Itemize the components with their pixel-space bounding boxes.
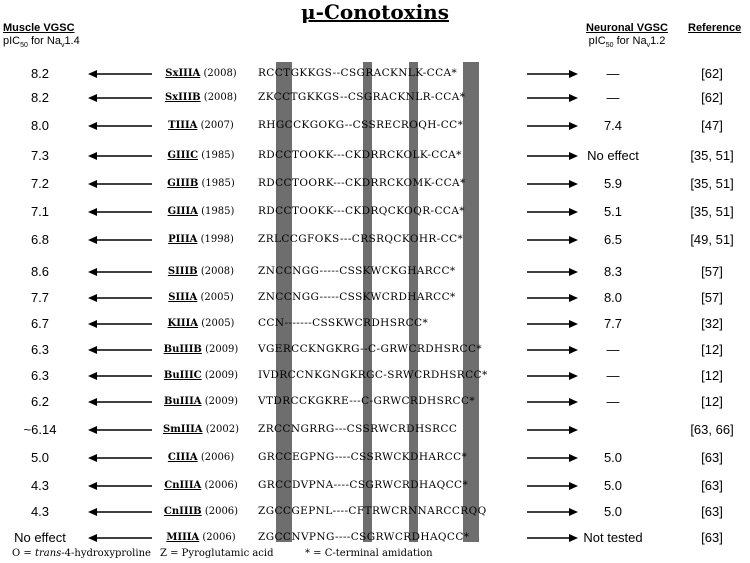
left-arrow-head <box>88 236 97 244</box>
muscle-vgsc-title: Muscle VGSC <box>3 22 75 34</box>
right-arrow-head <box>569 294 578 302</box>
right-arrow-head <box>569 236 578 244</box>
right-arrow-head <box>569 534 578 542</box>
muscle-pic50-value: 7.1 <box>30 204 50 219</box>
neuronal-pic50-value: 5.0 <box>603 504 623 519</box>
toxin-sequence: IVDRCCNKGNGKRGC-SRWCRDHSRCC* <box>258 369 488 381</box>
neuronal-pic50-value: — <box>606 90 620 105</box>
right-arrow-head <box>569 426 578 434</box>
toxin-year: (2009) <box>204 370 239 381</box>
reference-value: [47] <box>701 118 723 133</box>
muscle-pic50-value: 8.0 <box>30 118 50 133</box>
muscle-pic50-value: 4.3 <box>30 504 50 519</box>
muscle-pic50-value: 7.3 <box>30 148 50 163</box>
neuronal-pic50-value: Not tested <box>583 530 643 545</box>
neuronal-pic50-value: 7.7 <box>603 316 623 331</box>
left-arrow-head <box>88 268 97 276</box>
toxin-sequence: ZNCCNGG-----CSSKWCKGHARCC* <box>258 265 456 277</box>
right-arrow-head <box>569 180 578 188</box>
reference-value: [63] <box>701 478 723 493</box>
right-arrow-head <box>569 122 578 130</box>
reference-value: [62] <box>701 66 723 81</box>
left-arrow-head <box>88 534 97 542</box>
toxin-id: GIIIA <box>167 206 198 217</box>
toxin-year: (2006) <box>202 532 236 543</box>
right-arrow-head <box>569 454 578 462</box>
toxin-id: BuIIIA <box>164 396 202 407</box>
left-arrow-head <box>88 508 97 516</box>
toxin-year: (1985) <box>201 206 235 217</box>
muscle-pic50-value: 6.7 <box>30 316 50 331</box>
toxin-sequence: ZGCCGEPNL----CFTRWCRNNARCCRQQ <box>258 505 487 517</box>
toxin-year: (2008) <box>200 266 235 277</box>
footer-star-legend: * = C-terminal amidation <box>305 548 433 559</box>
toxin-sequence: RDCCTOORK---CKDRRCKOMK-CCA* <box>258 177 466 189</box>
toxin-year: (2006) <box>204 480 238 491</box>
left-arrow-head <box>88 426 97 434</box>
reference-value: [35, 51] <box>690 204 734 219</box>
left-arrow-head <box>88 372 97 380</box>
toxin-id: GIIIB <box>167 178 199 189</box>
reference-value: [32] <box>701 316 723 331</box>
reference-value: [12] <box>701 394 723 409</box>
left-arrow-head <box>88 346 97 354</box>
reference-header: Reference <box>688 22 742 34</box>
neuronal-vgsc-title: Neuronal VGSC <box>586 22 668 34</box>
left-arrow-head <box>88 294 97 302</box>
toxin-sequence: RDCCTOOKK---CKDRQCKOQR-CCA* <box>258 205 465 217</box>
toxin-sequence: GRCCEGPNG----CSSRWCKDHARCC* <box>258 451 468 463</box>
left-arrow-head <box>88 94 97 102</box>
toxin-id: CnIIIB <box>163 506 202 517</box>
muscle-pic50-value: 5.0 <box>30 450 50 465</box>
right-arrow-head <box>569 482 578 490</box>
muscle-pic50-value: 8.2 <box>30 90 50 105</box>
reference-value: [12] <box>701 342 723 357</box>
reference-value: [35, 51] <box>690 176 734 191</box>
muscle-pic50-value: ~6.14 <box>23 422 57 437</box>
muscle-pic-label: pIC$_{50}$ for $Na_v1.4$ <box>3 35 80 50</box>
neuronal-pic50-value: 6.5 <box>603 232 623 247</box>
right-arrow-head <box>569 70 578 78</box>
muscle-pic50-value: 8.2 <box>30 66 50 81</box>
reference-value: [63] <box>701 504 723 519</box>
toxin-id: KIIIA <box>167 318 199 329</box>
toxin-id: CIIIA <box>167 452 198 463</box>
right-arrow-head <box>569 268 578 276</box>
toxin-sequence: ZRCCNGRRG---CSSRWCRDHSRCC <box>258 423 458 435</box>
left-arrow-head <box>88 70 97 78</box>
toxin-year: (2008) <box>203 92 238 103</box>
reference-value: [12] <box>701 368 723 383</box>
toxin-year: (2002) <box>205 424 240 435</box>
left-arrow-head <box>88 320 97 328</box>
muscle-pic50-value: No effect <box>14 530 66 545</box>
left-arrow-head <box>88 398 97 406</box>
toxin-year: (2009) <box>204 396 238 407</box>
reference-value: [63] <box>701 450 723 465</box>
muscle-pic50-value: 7.7 <box>30 290 50 305</box>
reference-value: [57] <box>701 264 723 279</box>
toxin-id: BuIIIB <box>163 344 202 355</box>
neuronal-pic50-value: 8.3 <box>603 264 623 279</box>
muscle-pic50-value: 4.3 <box>30 478 50 493</box>
muscle-pic50-value: 7.2 <box>30 176 50 191</box>
right-arrow-head <box>569 94 578 102</box>
toxin-year: (2009) <box>205 344 239 355</box>
neuronal-pic50-value: 8.0 <box>603 290 623 305</box>
neuronal-pic50-value: — <box>606 368 620 383</box>
neuronal-pic50-value: 7.4 <box>603 118 623 133</box>
neuronal-pic50-value: 5.0 <box>603 478 623 493</box>
toxin-id: SIIIB <box>167 266 198 277</box>
muscle-pic50-value: 6.2 <box>30 394 50 409</box>
toxin-id: PIIIA <box>168 234 198 245</box>
right-arrow-head <box>569 372 578 380</box>
reference-value: [57] <box>701 290 723 305</box>
neuronal-pic50-value: — <box>606 342 620 357</box>
toxin-sequence: VTDRCCKGKRE---C-GRWCRDHSRCC* <box>258 395 476 407</box>
reference-value: [49, 51] <box>690 232 734 247</box>
toxin-year: (2005) <box>200 292 234 303</box>
toxin-id: BuIIIC <box>163 370 202 381</box>
muscle-pic50-value: 8.6 <box>30 264 50 279</box>
toxin-sequence: ZGCCNVPNG----CSGRWCRDHAQCC* <box>258 531 470 543</box>
footer-z-legend: Z = Pyroglutamic acid <box>160 548 274 559</box>
muscle-pic50-value: 6.3 <box>30 368 50 383</box>
neuronal-pic-label: pIC$_{50}$ for $Na_v1.2$ <box>588 35 666 50</box>
neuronal-pic50-value: 5.1 <box>603 204 623 219</box>
left-arrow-head <box>88 180 97 188</box>
left-arrow-head <box>88 152 97 160</box>
toxin-year: (1985) <box>201 150 235 161</box>
neuronal-pic50-value: No effect <box>587 148 639 163</box>
neuronal-pic50-value: — <box>606 66 620 81</box>
left-arrow-head <box>88 454 97 462</box>
toxin-id: SIIIA <box>168 292 198 303</box>
right-arrow-head <box>569 346 578 354</box>
toxin-year: (1998) <box>200 234 234 245</box>
toxin-id: GIIIC <box>167 150 199 161</box>
toxin-year: (2006) <box>200 452 235 463</box>
right-arrow-head <box>569 208 578 216</box>
toxin-year: (2008) <box>203 68 237 79</box>
muscle-pic50-value: 6.8 <box>30 232 50 247</box>
toxin-sequence: RHGCCKGOKG--CSSRECROQH-CC* <box>258 119 464 131</box>
toxin-sequence: RDCCTOOKK---CKDRRCKOLK-CCA* <box>258 149 462 161</box>
neuronal-pic50-value: 5.9 <box>603 176 623 191</box>
right-arrow-head <box>569 152 578 160</box>
toxin-id: SxIIIA <box>165 68 201 79</box>
reference-value: [62] <box>701 90 723 105</box>
toxin-year: (2006) <box>204 506 239 517</box>
toxin-sequence: VGERCCKNGKRG--C-GRWCRDHSRCC* <box>258 343 483 355</box>
toxin-id: TIIIA <box>168 120 198 131</box>
footer-o-legend: O = trans-4-hydroxyproline <box>12 548 151 559</box>
left-arrow-head <box>88 482 97 490</box>
toxin-id: CnIIIA <box>164 480 202 491</box>
right-arrow-head <box>569 320 578 328</box>
reference-value: [35, 51] <box>690 148 734 163</box>
toxin-sequence: GRCCDVPNA----CSGRWCRDHAQCC* <box>258 479 469 491</box>
toxin-sequence: ZRLCCGFOKS---CRSRQCKOHR-CC* <box>258 233 464 245</box>
neuronal-pic50-value: 5.0 <box>603 450 623 465</box>
toxin-id: SmIIIA <box>162 424 203 435</box>
toxin-year: (2007) <box>200 120 234 131</box>
figure-title: μ-Conotoxins <box>301 0 449 24</box>
neuronal-pic50-value: — <box>606 394 620 409</box>
left-arrow-head <box>88 208 97 216</box>
toxin-sequence: RCCTGKKGS--CSGRACKNLK-CCA* <box>258 67 458 79</box>
toxin-sequence: ZNCCNGG-----CSSKWCRDHARCC* <box>258 291 456 303</box>
muscle-pic50-value: 6.3 <box>30 342 50 357</box>
toxin-year: (2005) <box>201 318 235 329</box>
reference-value: [63, 66] <box>690 422 734 437</box>
left-arrow-head <box>88 122 97 130</box>
toxin-sequence: ZKCCTGKKGS--CSGRACKNLR-CCA* <box>258 91 466 103</box>
toxin-year: (1985) <box>201 178 235 189</box>
right-arrow-head <box>569 508 578 516</box>
toxin-id: MIIIA <box>166 532 200 543</box>
reference-value: [63] <box>701 530 723 545</box>
toxin-sequence: CCN-------CSSKWCRDHSRCC* <box>258 317 429 329</box>
right-arrow-head <box>569 398 578 406</box>
toxin-id: SxIIIB <box>164 92 201 103</box>
